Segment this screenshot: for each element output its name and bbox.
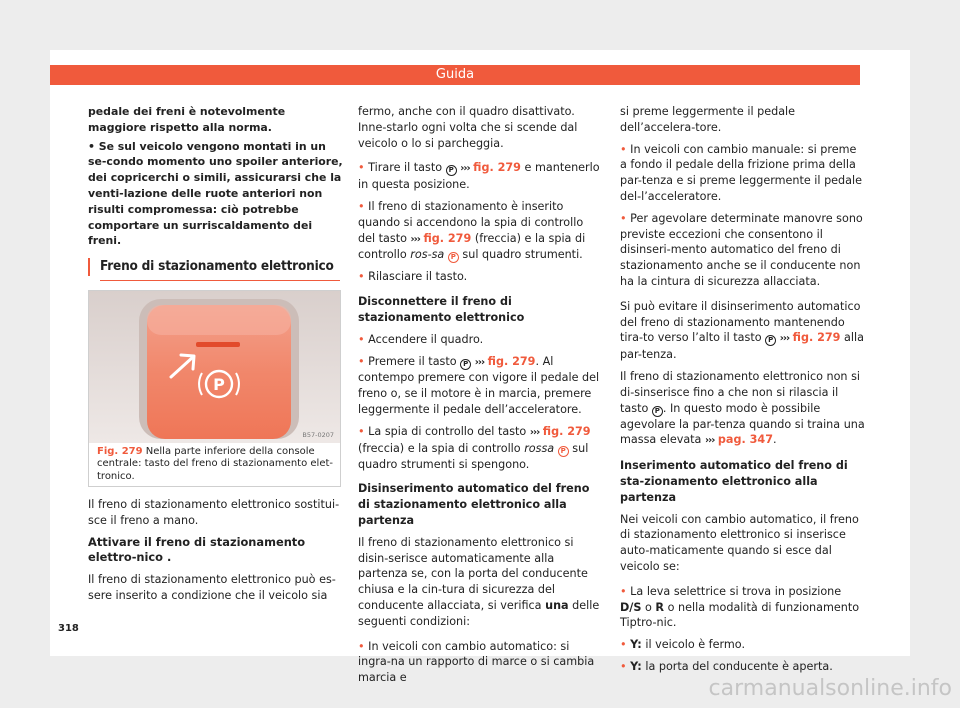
gear-position-text: R	[655, 600, 665, 614]
figure-279	[88, 290, 341, 487]
section-marker	[88, 258, 90, 276]
paragraph-text: Il freno di stazionamento elettronico non si di-sinserisce fino a che non si rilascia il tasto	[620, 369, 861, 415]
bullet-text: (freccia) e la spia di controllo	[358, 231, 586, 262]
bullet-dot-icon: •	[620, 584, 627, 598]
column-3	[620, 104, 865, 681]
bullet-dot-icon: •	[358, 332, 365, 346]
bullet-dot-icon: •	[358, 639, 365, 653]
bullet-text: Rilasciare il tasto.	[368, 270, 468, 284]
bullet-dot-icon: •	[620, 142, 627, 156]
red-label-text: ros-sa	[410, 248, 445, 262]
bullet-text: il veicolo è fermo.	[645, 638, 745, 652]
fig-reference-link[interactable]: fig. 279	[792, 331, 841, 345]
bullet-item	[358, 269, 603, 285]
parking-brake-icon: P	[765, 335, 776, 346]
heading-activate: Attivare il freno di stazionamento elettro-nico .	[88, 534, 306, 565]
page-reference-link[interactable]: pag. 347	[717, 433, 773, 447]
bullet-dot-icon: •	[358, 354, 365, 368]
header-bar: Guida	[50, 65, 860, 85]
bullet-dot-icon: •	[358, 161, 365, 175]
watermark-text: carmanualsonline.info	[708, 676, 952, 701]
emphasis-text: una	[545, 598, 569, 612]
paragraph: Il freno di stazionamento elettronico non si di-sinserisce fino a che non si rilascia il tasto P . In questo modo è possibile agevolare la par-tenza quando si traina una massa elevata ››› pag. 347.	[620, 369, 865, 447]
bullet-text: Tirare il tasto	[368, 161, 443, 175]
parking-brake-image	[89, 291, 340, 443]
bullet-text: sul quadro strumenti.	[462, 248, 583, 262]
bullet-dot-icon: •	[358, 424, 365, 438]
bullet-dot-icon: •	[620, 211, 627, 225]
condition-label: Y:	[630, 659, 642, 673]
arrows-icon: ›››	[779, 333, 790, 345]
bullet-item	[358, 424, 603, 473]
fig-reference-link[interactable]: fig. 279	[423, 231, 472, 245]
bullet-item	[358, 199, 603, 263]
heading-auto-engage: Inserimento automatico del freno di sta-zionamento elettronico alla partenza	[620, 459, 848, 504]
bullet-text: o nella modalità di funzionamento Tiptro-nic.	[620, 600, 860, 630]
bullet-item	[620, 142, 865, 205]
paragraph	[358, 535, 603, 630]
bullet-item	[358, 354, 603, 418]
bullet-item	[358, 160, 603, 193]
bullet-item	[620, 659, 865, 675]
heading-disconnect: Disconnettere il freno di stazionamento elettronico	[358, 295, 525, 324]
paragraph: si preme leggermente il pedale dell’accelera-tore.	[620, 105, 796, 134]
paragraph: Nei veicoli con cambio automatico, il freno di stazionamento elettronico si inserisce auto-maticamente quando si esce dal veicolo se:	[620, 512, 859, 573]
paragraph	[620, 299, 865, 363]
heading-auto-release: Disinserimento automatico del freno di stazionamento elettronico alla partenza	[358, 482, 590, 527]
bullet-dot-icon: •	[358, 199, 365, 213]
bullet-text: . Al contempo premere con vigore il pedale del freno o, se il motore è in marcia, premere leggermente il pedale dell’acceleratore.	[358, 354, 600, 416]
parking-brake-icon: P	[460, 359, 471, 370]
bullet-text: o	[645, 600, 652, 614]
parking-brake-red-icon: P	[558, 446, 569, 457]
bullet-text: Il freno di stazionamento è inserito quando si accendono la spia di controllo del tasto	[358, 199, 584, 245]
arrows-icon: ›››	[460, 163, 470, 175]
paragraph-text: Si può evitare il disinserimento automatico del freno di stazionamento mantenendo tira-to verso l’alto il tasto	[620, 299, 861, 345]
figure-caption	[97, 446, 333, 483]
paragraph-text: delle seguenti condizioni:	[358, 598, 600, 628]
bullet-dot-icon: •	[620, 638, 627, 652]
warning-text-1: pedale dei freni è notevolmente maggiore rispetto alla norma.	[88, 105, 286, 134]
paragraph-text: Il freno di stazionamento elettronico si disin-serisce automaticamente alla partenza se, con la porta del conducente chiusa e la cin-tura di sicurezza del conducente allacciata, si verifica	[358, 535, 588, 612]
parking-brake-icon: P	[652, 406, 663, 417]
red-label-text: rossa	[524, 441, 555, 455]
bullet-text: La leva selettrice si trova in posizione	[630, 584, 842, 598]
figure-label: Fig. 279	[97, 446, 143, 457]
paragraph: Il freno di stazionamento elettronico può es-sere inserito a condizione che il veicolo sia	[88, 573, 336, 602]
bullet-text: sul quadro strumenti si spengono.	[358, 441, 589, 471]
gear-position-text: D/S	[620, 600, 642, 614]
bullet-item	[358, 332, 603, 348]
column-2	[358, 104, 603, 692]
bullet-text: la porta del conducente è aperta.	[645, 659, 833, 673]
bullet-text: Accendere il quadro.	[368, 332, 484, 346]
condition-label: Y:	[630, 638, 642, 652]
bullet-text: Per agevolare determinate manovre sono previste eccezioni che consentono il disinseri-mento automatico del freno di stazionamento anche se il conducente non ha la cintura di sicurezza allacciata.	[620, 211, 863, 288]
column-1-lower	[88, 497, 343, 610]
paragraph: Il freno di stazionamento elettronico sostitui-sce il freno a mano.	[88, 498, 340, 527]
bullet-text: La spia di controllo del tasto	[368, 424, 527, 438]
warning-bullet	[88, 139, 343, 250]
bullet-item	[358, 639, 603, 686]
fig-reference-link[interactable]: fig. 279	[473, 161, 521, 175]
bullet-item	[620, 637, 865, 653]
arrows-icon: ›››	[704, 435, 715, 447]
figure-code: B57-0207	[302, 431, 334, 439]
bullet-text: (freccia) e la spia di controllo	[358, 441, 521, 455]
fig-reference-link[interactable]: fig. 279	[542, 424, 591, 438]
section-title: Freno di stazionamento elettronico	[100, 258, 334, 274]
section-rule	[100, 280, 340, 281]
bullet-item	[620, 211, 865, 290]
bullet-text: In veicoli con cambio automatico: si ingra-na un rapporto di marce o si cambia marcia e	[358, 639, 595, 685]
fig-reference-link[interactable]: fig. 279	[487, 354, 536, 368]
figure-caption-text: Nella parte inferiore della console centrale: tasto del freno di stazionamento elet-tronico.	[97, 446, 333, 482]
page-number: 318	[58, 623, 79, 634]
arrows-icon: ›››	[410, 233, 420, 245]
bullet-dot-icon: •	[358, 270, 365, 284]
parking-brake-red-icon: P	[448, 252, 459, 263]
arrows-icon: ›››	[529, 426, 540, 438]
bullet-dot-icon: •	[620, 659, 627, 673]
paragraph: fermo, anche con il quadro disattivato. Inne-starlo ogni volta che si scende dal veicolo o lo si parcheggia.	[358, 105, 578, 150]
column-1	[88, 104, 343, 249]
paragraph-text: . In questo modo è possibile agevolare la par-tenza quando si traina una massa elevata	[620, 401, 865, 447]
bullet-text: Premere il tasto	[368, 354, 457, 368]
paragraph-text: alla par-tenza.	[620, 331, 864, 362]
bullet-item	[620, 584, 865, 631]
bullet-text: e mantenerlo in questa posizione.	[358, 161, 600, 192]
bullet-text: In veicoli con cambio manuale: si preme a fondo il pedale della frizione prima della par-tenza e si preme leggermente il pedale del-l’acceleratore.	[620, 142, 863, 203]
warning-text-2: Se sul veicolo vengono montati in un se-condo momento uno spoiler anteriore, dei copricerchi o simili, assicurarsi che la venti-lazione delle ruote anteriori non risulti compromessa: ciò potrebbe comportare un surriscaldamento dei freni.	[88, 139, 343, 248]
bullet-dot-icon: •	[88, 139, 95, 153]
svg-text:P: P	[213, 375, 225, 394]
arrows-icon: ›››	[474, 356, 485, 368]
parking-brake-illustration	[89, 291, 340, 443]
parking-brake-icon: P	[446, 165, 457, 176]
